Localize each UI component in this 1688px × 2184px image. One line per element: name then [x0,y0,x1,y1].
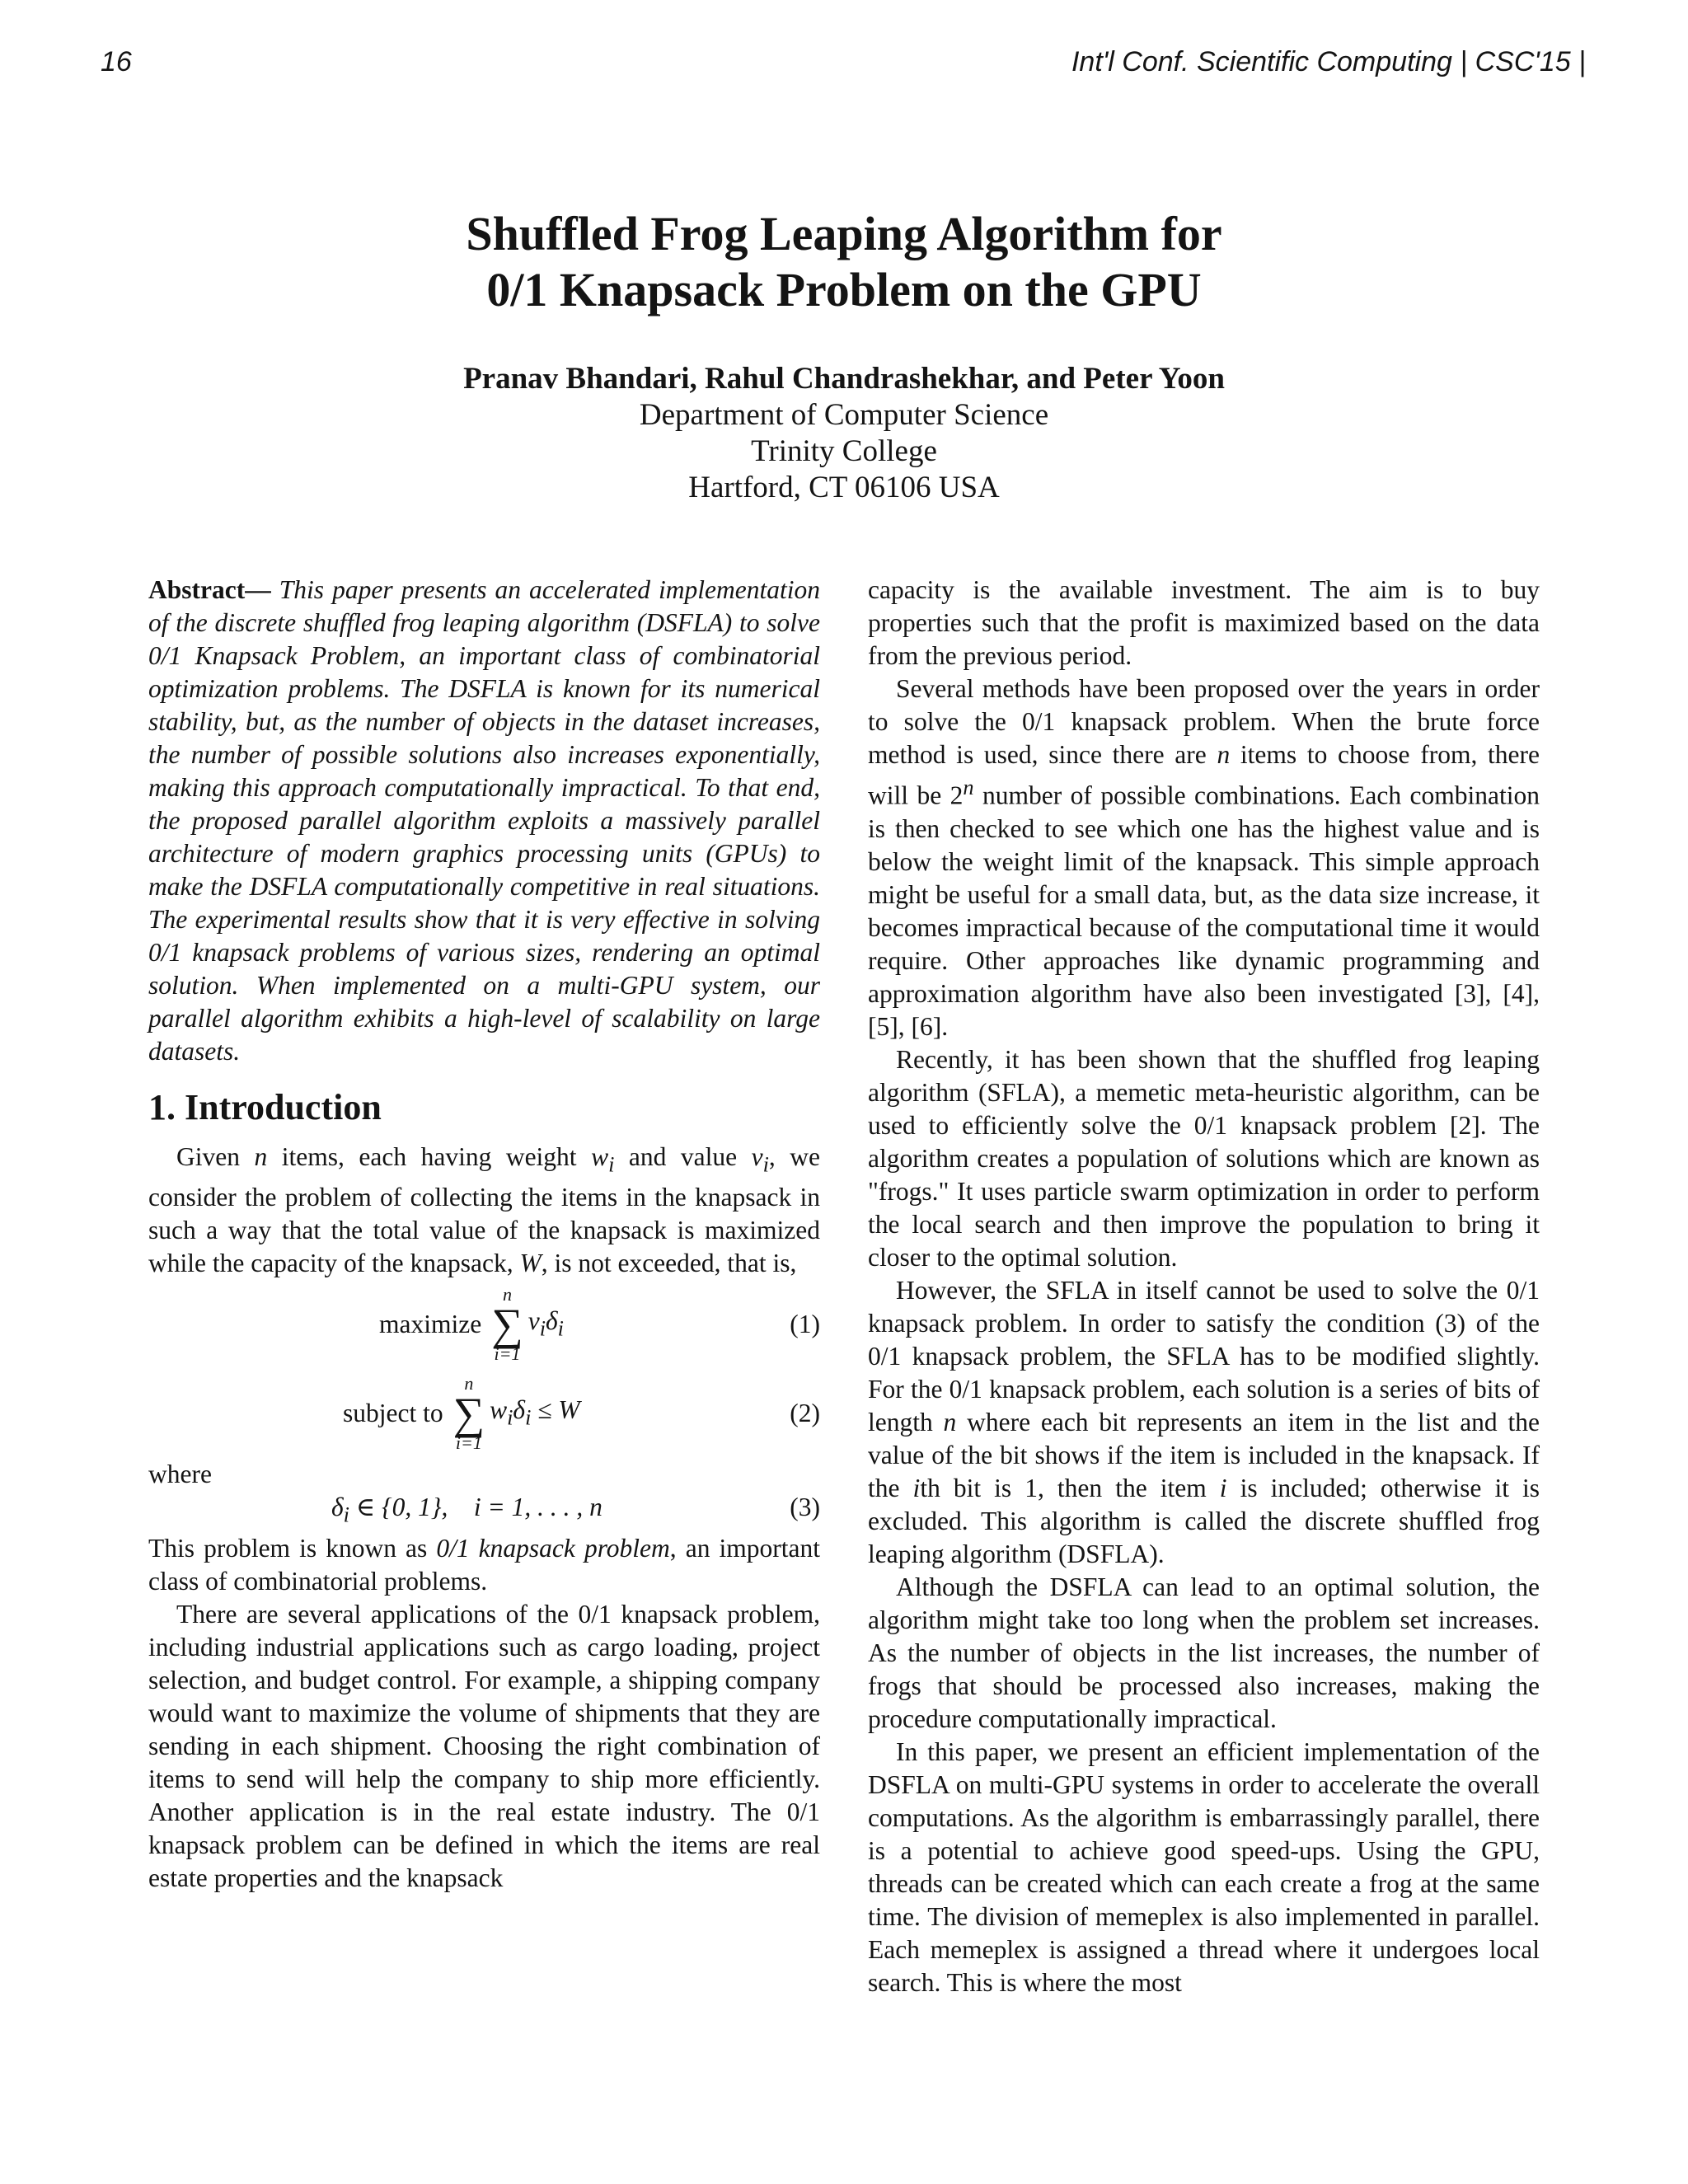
math-w: w [591,1142,609,1171]
right-paragraph-3: Recently, it has been shown that the shuffled frog leaping algorithm (SFLA), a memetic meta-heuristic algorithm, can be used to efficiently solve the 0/1 knapsack problem [2]. The algorithm creates a population of solutions which are known as "frogs." It uses particle swarm optimization in order to perform the local search and then improve the population to bring it closer to the optimal solution. [868,1044,1540,1272]
right-paragraph-5: Although the DSFLA can lead to an optimal solution, the algorithm might take too long when the problem set increases. As the number of objects in the list increases, the number of frogs that should be processed also increases, making the procedure computationally impractical. [868,1572,1540,1733]
right-column [868,574,1540,1999]
sum-upper-limit: n [502,1284,512,1305]
text-run: , is not exceeded, that is, [541,1249,797,1278]
where-label: where [148,1460,212,1489]
math-subscript: i [762,1152,769,1177]
intro-paragraph-2 [148,1532,820,1598]
math-n: n [254,1142,268,1171]
math-n: n [943,1407,957,1436]
eq1-label: maximize [379,1310,482,1339]
intro-paragraph-1 [148,1141,820,1280]
abstract [148,574,820,1068]
text-run: number of possible combinations. Each combination is then checked to see which one has the highest value and is below the weight limit of the knapsack. This simple approach might be useful for a small data, but, as the data size increase, it becomes impractical because of the computational time it would require. Other approaches like dynamic programming and approximation algorithm have also been investigated [3], [4], [5], [6]. [868,780,1540,1041]
page-number: 16 [101,46,132,77]
text-run: where each bit represents an item in the list and the value of the bit shows if the item is included in the knapsack. If the [868,1407,1540,1502]
address: Hartford, CT 06106 USA [688,471,1000,504]
text-run: and value [614,1142,752,1171]
text-run: Given [176,1142,255,1171]
equation-1 [148,1280,820,1369]
math-n: n [1217,740,1231,769]
math-i: i [912,1473,921,1502]
summation-symbol: n ∑ i=1 [452,1373,485,1454]
right-paragraph-2 [868,673,1540,1043]
eq2-number: (2) [790,1399,820,1428]
math-v: v [751,1142,763,1171]
text-run: However, the SFLA in itself cannot be used to solve the 0/1 knapsack problem. In order to satisfy the condition (3) of the 0/1 knapsack problem, the SFLA has to be modified slightly. For the 0/1 knapsack problem, each solution is a series of bits of length [868,1275,1540,1436]
abstract-text: This paper presents an accelerated implementation of the discrete shuffled frog leaping algorithm (DSFLA) to solve 0/1 Knapsack Problem, an important class of combinatorial optimization problems. The DSFLA is known for its numerical stability, but, as the number of objects in the dataset increases, the number of possible solutions also increases exponentially, making this approach computationally impractical. To that end, the proposed parallel algorithm exploits a massively parallel architecture of modern graphics processing units (GPUs) to make the DSFLA computationally competitive in real situations. The experimental results show that it is very effective in solving 0/1 knapsack problems of various sizes, rendering an optimal solution. When implemented on a multi-GPU system, our parallel algorithm exhibits a high-level of scalability on large datasets. [148,575,820,1066]
equation-2 [148,1369,820,1458]
text-run: , we consider the problem of collecting the items in the knapsack in such a way that the total value of the knapsack is maximized while the capacity of the knapsack, [148,1142,821,1278]
department: Department of Computer Science [639,398,1049,432]
equation-3 [148,1491,820,1532]
section-heading-introduction: 1. Introduction [148,1087,382,1127]
eq3-number: (3) [790,1493,820,1522]
summation-symbol: n ∑ i=1 [491,1284,523,1365]
sum-lower-limit: i=1 [494,1343,521,1365]
running-header: Int'l Conf. Scientific Computing | CSC'15 | [1071,46,1586,77]
eq2-label: subject to [343,1399,443,1428]
text-run: is included; otherwise it is excluded. This algorithm is called the discrete shuffled frog leaping algorithm (DSFLA). [868,1473,1540,1568]
text-run: items to choose from, there will be 2 [868,740,1540,810]
intro-paragraph-3: There are several applications of the 0/1 knapsack problem, including industrial applications such as cargo loading, project selection, and budget control. For example, a shipping company would want to maximize the volume of shipments that they are sending in each shipment. Choosing the right combination of items to send will help the company to ship more efficiently. Another application is in the real estate industry. The 0/1 knapsack problem can be defined in which the items are real estate properties and the knapsack [148,1600,820,1893]
authors: Pranav Bhandari, Rahul Chandrashekhar, and Peter Yoon [463,362,1225,396]
text-run: , an important class of combinatorial problems. [148,1534,820,1596]
math-i: i [1219,1473,1227,1502]
text-run: This problem is known as [148,1534,437,1563]
right-paragraph-1: capacity is the available investment. The aim is to buy properties such that the profit is maximized based on the data from the previous period. [868,575,1540,670]
title-block [0,206,1688,506]
math-W: W [519,1249,542,1278]
title-line-1: Shuffled Frog Leaping Algorithm for [466,207,1222,260]
institution: Trinity College [751,434,937,468]
eq2-expression: $w_i\delta_i \le W$ [490,1394,580,1429]
math-exponent: n [963,776,974,799]
abstract-label: Abstract— [148,575,271,604]
left-column [148,574,820,1895]
text-run: Several methods have been proposed over the years in order to solve the 0/1 knapsack problem. When the brute force method is used, since there are [868,674,1540,769]
paper-title [0,206,1688,318]
eq1-number: (1) [790,1310,820,1339]
emphasis: 0/1 knapsack problem [436,1534,670,1563]
eq3-expression: $\delta_i$ ∈ {0, 1}, i = 1, . . . , n [331,1493,603,1527]
text-run: items, each having weight [267,1142,592,1171]
sum-upper-limit: n [464,1373,474,1394]
eq1-expression: $v_i\delta_i$ [528,1305,564,1340]
right-paragraph-6: In this paper, we present an efficient implementation of the DSFLA on multi-GPU systems in order to accelerate the overall computations. As the algorithm is embarrassingly parallel, there is a potential to achieve good speed-ups. Using the GPU, threads can be created which can each create a frog at the same time. The division of memeplex is also implemented in parallel. Each memeplex is assigned a thread where it undergoes local search. This is where the most [868,1736,1540,1997]
text-run: th bit is 1, then the item [920,1473,1220,1502]
title-line-2: 0/1 Knapsack Problem on the GPU [486,263,1202,316]
sum-lower-limit: i=1 [455,1432,482,1454]
right-paragraph-4 [868,1274,1540,1571]
math-subscript: i [608,1152,615,1177]
